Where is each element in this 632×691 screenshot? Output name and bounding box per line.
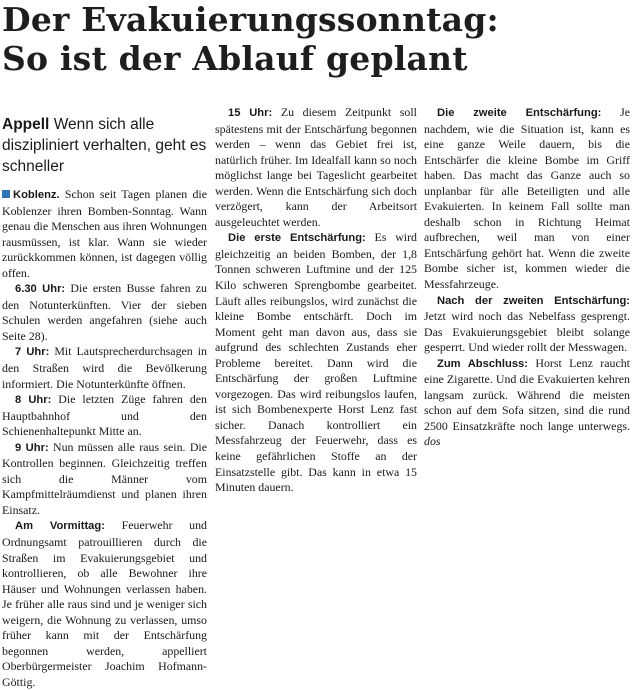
headline-line-2: So ist der Ablauf geplant xyxy=(2,39,468,78)
text-7: Mit Lautsprecherdurchsagen in den Straßen wird die Bevölkerung informiert. Die Notunterkünfte öffnen. xyxy=(2,344,207,391)
dateline-square-icon xyxy=(2,190,10,198)
paragraph-after-second xyxy=(424,293,630,356)
paragraph-8 xyxy=(2,392,207,440)
column-1 xyxy=(2,114,207,691)
kicker-keyword: Appell xyxy=(2,116,50,133)
paragraph-9 xyxy=(2,440,207,519)
kicker-text: Wenn sich alle diszipliniert verhalten, geht es schneller xyxy=(2,116,207,175)
text-8: Die letzten Züge fahren den Hauptbahnhof und den Schienenhaltepunkt Mitte an. xyxy=(2,392,207,439)
keyword-conclusion: Zum Abschluss: xyxy=(437,357,528,370)
paragraph-conclusion xyxy=(424,356,630,450)
keyword-first-defusal: Die erste Entschärfung: xyxy=(228,232,366,245)
text-after-second: Jetzt wird noch das Nebelfass gesprengt. Das Evakuierungsgebiet bleibt solange gesperrt. Und wieder rollt der Messwagen. xyxy=(424,309,630,355)
text-second-defusal: Je nachdem, wie die Situation ist, kann es eine ganze Weile dauern, bis die Entschärfer die kleine Bombe im Griff haben. Das macht das Ganze auch so unplanbar für alle Beteiligten und alle Evakuierten. In keinem Fall sollte man deshalb schon in Richtung Heimat aufbrechen, weil man von einer Entschärfung gehört hat. Wenn die zweite Bombe sicher ist, kommen wieder die Messfahrzeuge. xyxy=(424,105,630,292)
kicker xyxy=(2,114,207,177)
text-15: Zu diesem Zeitpunkt soll spätestens mit der Entschärfung begonnen werden – wenn das Gebiet frei ist, natürlich früher. Im Idealfall kann so noch möglichst lange bei Tageslicht gearbeitet werden. Wenn die Entschärfung sich doch verzögert, kann der Arbeitsort ausgeleuchtet werden. xyxy=(215,105,417,229)
paragraph-6-30 xyxy=(2,281,207,344)
keyword-vormittag: Am Vormittag: xyxy=(15,520,105,533)
keyword-second-defusal: Die zweite Entschärfung: xyxy=(437,107,602,119)
headline xyxy=(2,0,632,78)
paragraph-first-defusal xyxy=(215,230,417,495)
keyword-9: 9 Uhr: xyxy=(15,441,49,454)
author: dos xyxy=(424,434,441,449)
keyword-8: 8 Uhr: xyxy=(15,394,52,407)
intro-paragraph xyxy=(2,187,207,281)
headline-line-1: Der Evakuierungssonntag: xyxy=(2,0,499,39)
paragraph-15 xyxy=(215,105,417,230)
text-first-defusal: Es wird gleichzeitig an beiden Bomben, der 1,8 Tonnen schweren Luftmine und der 125 Kilo schweren Sprengbombe gearbeitet. Läuft alles reibungslos, wird zunächst die kleine Bombe entschärft. Doch im Moment geht man davon aus, dass sie aufgrund des schlechten Zustands eher Probleme bereitet. Dann wird die Entschärfung der großen Luftmine vorgezogen. Das wird reibungslos laufen, ist sich Bombenexperte Horst Lenz fast sicher. Danach kontrolliert ein Messfahrzeug der Feuerwehr, dass es keine gefährlichen Stoffe an der Einsatzstelle gibt. Das kann in etwa 15 Minuten dauern. xyxy=(215,230,417,495)
keyword-after-second: Nach der zweiten Entschärfung: xyxy=(437,294,630,307)
text-6-30: Die ersten Busse fahren zu den Notunterkünften. Vier der sieben Schulen werden angefahren (siehe auch Seite 28). xyxy=(2,281,207,343)
text-9: Nun müssen alle raus sein. Die Kontrollen beginnen. Gleichzeitig treffen sich die Männer vom Kampfmittelräumdienst und planen ihren Einsatz. xyxy=(2,439,207,517)
dateline: Koblenz. xyxy=(13,189,60,201)
paragraph-vormittag xyxy=(2,518,207,690)
keyword-7: 7 Uhr: xyxy=(15,346,50,359)
keyword-15: 15 Uhr: xyxy=(228,107,273,119)
column-3 xyxy=(424,105,630,450)
intro-text: Schon seit Tagen planen die Koblenzer ihren Bomben-Sonntag. Wann genau die Menschen aus ihren Wohnungen rausmüssen, ist klar. Wann sie wieder zurückkommen können, ist dagegen völlig offen. xyxy=(2,187,207,280)
text-conclusion: Horst Lenz raucht eine Zigarette. Und die Evakuierten kehren langsam zurück. Während die meisten schon auf dem Sofa sitzen, sind die rund 2500 Einsatzkräfte noch lange unterwegs. xyxy=(424,355,630,433)
keyword-6-30: 6.30 Uhr: xyxy=(15,283,66,296)
paragraph-second-defusal xyxy=(424,105,630,293)
text-vormittag: Feuerwehr und Ordnungsamt patrouillieren durch die Straßen im Evakuierungsgebiet und kontrollieren, ob alle Bewohner ihre Häuser und Wohnungen verlassen haben. Je früher alle raus sind und je weniger sich weigern, die Wohnung zu verlassen, umso früher kann mit der Entschärfung begonnen werden, appelliert Oberbürgermeister Joachim Hofmann-Göttig. xyxy=(2,518,207,689)
column-2 xyxy=(215,105,417,496)
paragraph-7 xyxy=(2,344,207,392)
